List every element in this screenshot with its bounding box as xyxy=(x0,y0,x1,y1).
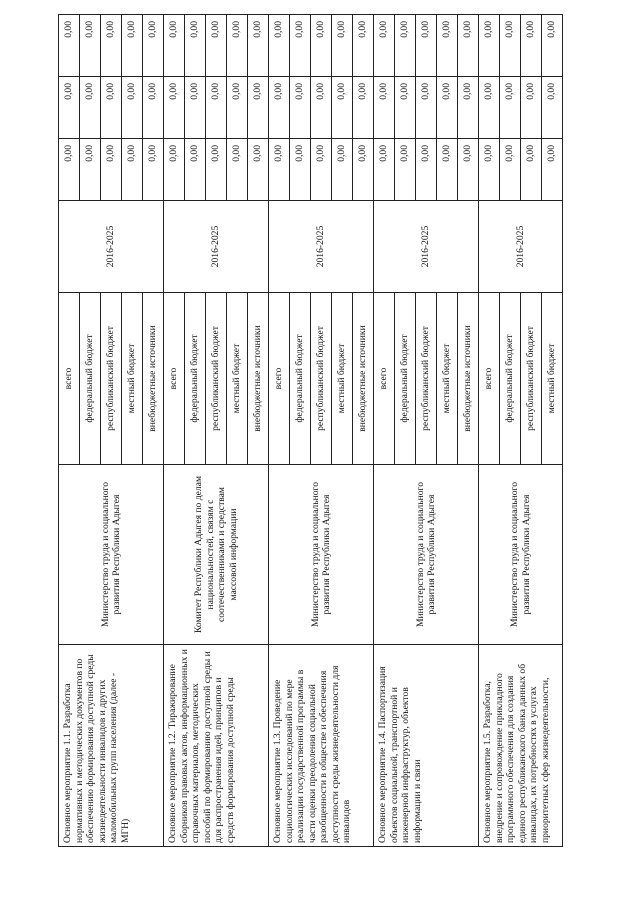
amount-cell: 0,00 xyxy=(122,77,143,139)
amount-cell: 0,00 xyxy=(290,15,311,77)
amount-cell: 0,00 xyxy=(458,77,479,139)
amount-cell: 0,00 xyxy=(374,15,395,77)
amount-cell: 0,00 xyxy=(374,139,395,201)
funding-source-cell: республиканский бюджет xyxy=(101,293,122,465)
amount-cell: 0,00 xyxy=(437,139,458,201)
amount-cell: 0,00 xyxy=(227,139,248,201)
table-body xyxy=(59,15,563,847)
amount-cell: 0,00 xyxy=(59,139,80,201)
funding-source-cell: республиканский бюджет xyxy=(206,293,227,465)
funding-source-cell: федеральный бюджет xyxy=(290,293,311,465)
amount-cell: 0,00 xyxy=(80,139,101,201)
amount-cell: 0,00 xyxy=(542,15,563,77)
amount-cell: 0,00 xyxy=(59,15,80,77)
activity-name-cell: Основное мероприятие 1.4. Паспортизация объектов социальной, транспортной и инженерной инфраструктур, объектов информации и связи xyxy=(374,645,479,847)
activity-name-cell: Основное мероприятие 1.5. Разработка, внедрение и сопровождение прикладного программного обеспечения для создания единого республиканского банка данных об инвалидах, их потребностях в услугах приоритетных сфер жизнедеятельности, xyxy=(479,645,563,847)
executor-cell: Министерство труда и социального развития Республики Адыгея xyxy=(59,465,164,645)
amount-cell: 0,00 xyxy=(395,139,416,201)
funding-source-cell: всего xyxy=(164,293,185,465)
amount-cell: 0,00 xyxy=(542,139,563,201)
amount-cell: 0,00 xyxy=(416,139,437,201)
amount-cell: 0,00 xyxy=(206,77,227,139)
funding-source-cell: федеральный бюджет xyxy=(185,293,206,465)
amount-cell: 0,00 xyxy=(59,77,80,139)
amount-cell: 0,00 xyxy=(311,15,332,77)
amount-cell: 0,00 xyxy=(437,15,458,77)
amount-cell: 0,00 xyxy=(248,139,269,201)
funding-source-cell: республиканский бюджет xyxy=(416,293,437,465)
amount-cell: 0,00 xyxy=(143,15,164,77)
amount-cell: 0,00 xyxy=(164,15,185,77)
amount-cell: 0,00 xyxy=(353,15,374,77)
amount-cell: 0,00 xyxy=(143,139,164,201)
funding-source-cell: всего xyxy=(479,293,500,465)
funding-source-cell: всего xyxy=(59,293,80,465)
amount-cell: 0,00 xyxy=(353,139,374,201)
amount-cell: 0,00 xyxy=(122,139,143,201)
amount-cell: 0,00 xyxy=(248,77,269,139)
amount-cell: 0,00 xyxy=(290,77,311,139)
amount-cell: 0,00 xyxy=(521,15,542,77)
amount-cell: 0,00 xyxy=(500,139,521,201)
funding-source-cell: федеральный бюджет xyxy=(395,293,416,465)
amount-cell: 0,00 xyxy=(227,77,248,139)
table-row xyxy=(269,15,290,847)
table-row xyxy=(59,15,80,847)
amount-cell: 0,00 xyxy=(353,77,374,139)
amount-cell: 0,00 xyxy=(185,15,206,77)
amount-cell: 0,00 xyxy=(185,77,206,139)
amount-cell: 0,00 xyxy=(458,139,479,201)
period-cell: 2016-2025 xyxy=(374,201,479,293)
amount-cell: 0,00 xyxy=(458,15,479,77)
table-row xyxy=(479,15,500,847)
amount-cell: 0,00 xyxy=(479,15,500,77)
amount-cell: 0,00 xyxy=(206,139,227,201)
amount-cell: 0,00 xyxy=(227,15,248,77)
funding-source-cell: федеральный бюджет xyxy=(500,293,521,465)
amount-cell: 0,00 xyxy=(479,139,500,201)
funding-source-cell: местный бюджет xyxy=(542,293,563,465)
program-activities-table xyxy=(58,14,563,847)
funding-source-cell: местный бюджет xyxy=(122,293,143,465)
amount-cell: 0,00 xyxy=(416,15,437,77)
amount-cell: 0,00 xyxy=(311,77,332,139)
funding-source-cell: республиканский бюджет xyxy=(311,293,332,465)
amount-cell: 0,00 xyxy=(521,77,542,139)
amount-cell: 0,00 xyxy=(164,139,185,201)
executor-cell: Министерство труда и социального развития Республики Адыгея xyxy=(269,465,374,645)
amount-cell: 0,00 xyxy=(374,77,395,139)
funding-source-cell: федеральный бюджет xyxy=(80,293,101,465)
amount-cell: 0,00 xyxy=(395,77,416,139)
amount-cell: 0,00 xyxy=(101,77,122,139)
amount-cell: 0,00 xyxy=(206,15,227,77)
amount-cell: 0,00 xyxy=(164,77,185,139)
funding-source-cell: внебюджетные источники xyxy=(143,293,164,465)
period-cell: 2016-2025 xyxy=(164,201,269,293)
amount-cell: 0,00 xyxy=(80,77,101,139)
funding-source-cell: местный бюджет xyxy=(227,293,248,465)
amount-cell: 0,00 xyxy=(332,139,353,201)
table-row xyxy=(374,15,395,847)
amount-cell: 0,00 xyxy=(80,15,101,77)
funding-source-cell: внебюджетные источники xyxy=(353,293,374,465)
amount-cell: 0,00 xyxy=(416,77,437,139)
funding-source-cell: внебюджетные источники xyxy=(248,293,269,465)
amount-cell: 0,00 xyxy=(122,15,143,77)
amount-cell: 0,00 xyxy=(269,15,290,77)
table-row xyxy=(164,15,185,847)
amount-cell: 0,00 xyxy=(332,15,353,77)
amount-cell: 0,00 xyxy=(395,15,416,77)
funding-source-cell: республиканский бюджет xyxy=(521,293,542,465)
funding-source-cell: всего xyxy=(374,293,395,465)
period-cell: 2016-2025 xyxy=(59,201,164,293)
amount-cell: 0,00 xyxy=(143,77,164,139)
activity-name-cell: Основное мероприятие 1.3. Проведение социологических исследований по мере реализации государственной программы в части оценки преодоления социальной разобщенности в обществе и обеспечения доступности среды жизнедеятельности для инвалидов xyxy=(269,645,374,847)
funding-source-cell: местный бюджет xyxy=(332,293,353,465)
amount-cell: 0,00 xyxy=(185,139,206,201)
period-cell: 2016-2025 xyxy=(479,201,563,293)
amount-cell: 0,00 xyxy=(479,77,500,139)
amount-cell: 0,00 xyxy=(500,15,521,77)
funding-source-cell: всего xyxy=(269,293,290,465)
amount-cell: 0,00 xyxy=(290,139,311,201)
amount-cell: 0,00 xyxy=(101,139,122,201)
amount-cell: 0,00 xyxy=(248,15,269,77)
amount-cell: 0,00 xyxy=(101,15,122,77)
amount-cell: 0,00 xyxy=(500,77,521,139)
amount-cell: 0,00 xyxy=(269,139,290,201)
period-cell: 2016-2025 xyxy=(269,201,374,293)
executor-cell: Министерство труда и социального развития Республики Адыгея xyxy=(374,465,479,645)
executor-cell: Комитет Республики Адыгея по делам национальностей, связям с соотечественниками и средствам массовой информации xyxy=(164,465,269,645)
executor-cell: Министерство труда и социального развития Республики Адыгея xyxy=(479,465,563,645)
activity-name-cell: Основное мероприятие 1.1. Разработка нормативных и методических документов по обеспечению формирования доступной среды жизнедеятельности инвалидов и других маломобильных групп населения (далее - МГН) xyxy=(59,645,164,847)
funding-source-cell: местный бюджет xyxy=(437,293,458,465)
funding-source-cell: внебюджетные источники xyxy=(458,293,479,465)
amount-cell: 0,00 xyxy=(332,77,353,139)
amount-cell: 0,00 xyxy=(269,77,290,139)
amount-cell: 0,00 xyxy=(542,77,563,139)
amount-cell: 0,00 xyxy=(521,139,542,201)
activity-name-cell: Основное мероприятие 1.2. Тиражирование сборников правовых актов, информационных и справочных материалов, методических пособий по формированию доступной среды и для распространения идей, принципов и средств формирования доступной среды xyxy=(164,645,269,847)
amount-cell: 0,00 xyxy=(311,139,332,201)
amount-cell: 0,00 xyxy=(437,77,458,139)
